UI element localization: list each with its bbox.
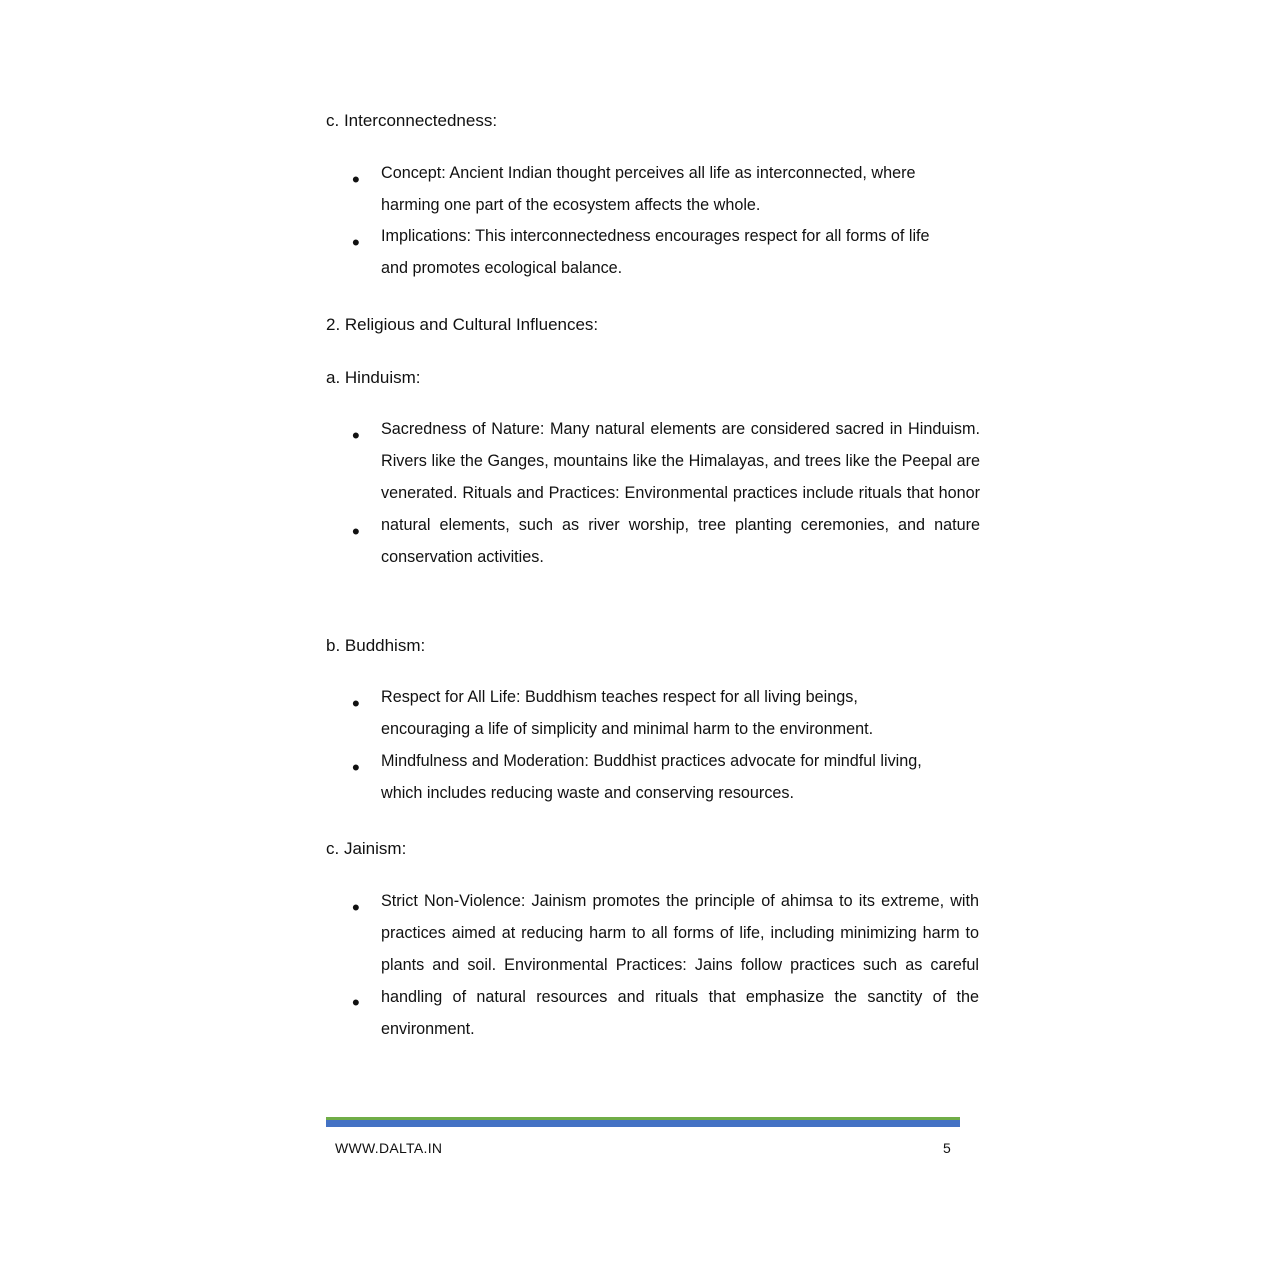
jainism-paragraph: Strict Non-Violence: Jainism promotes the principle of ahimsa to its extreme, with practices aimed at reducing harm to all forms of life, including minimizing harm to plants and soil. Environmental Practices: Jains follow practices such as careful handling of natural resources and rituals that emphasize the sanctity of the environment. <box>381 892 979 1038</box>
bullet-icon: • <box>352 755 360 780</box>
list-item: Respect for All Life: Buddhism teaches respect for all living beings, encouraging a life of simplicity and minimal harm to the environment. <box>381 688 874 738</box>
bullet-icon: • <box>352 519 360 544</box>
footer-rule-blue <box>326 1120 960 1127</box>
section-heading-buddhism: b. Buddhism: <box>326 636 426 655</box>
page-number: 5 <box>943 1140 952 1156</box>
section-heading-interconnectedness: c. Interconnectedness: <box>326 111 498 130</box>
bullet-icon: • <box>352 167 360 192</box>
bullet-icon: • <box>352 895 360 920</box>
list-item: Implications: This interconnectedness encourages respect for all forms of life and promotes ecological balance. <box>381 227 930 277</box>
section-heading-religious-cultural: 2. Religious and Cultural Influences: <box>326 315 599 334</box>
bullet-icon: • <box>352 691 360 716</box>
footer-website: WWW.DALTA.IN <box>335 1140 443 1156</box>
bullet-icon: • <box>352 423 360 448</box>
section-heading-hinduism: a. Hinduism: <box>326 368 421 387</box>
list-item: Mindfulness and Moderation: Buddhist practices advocate for mindful living, which includes reducing waste and conserving resources. <box>381 752 922 802</box>
bullet-icon: • <box>352 230 360 255</box>
section-heading-jainism: c. Jainism: <box>326 839 407 858</box>
hinduism-paragraph: Sacredness of Nature: Many natural elements are considered sacred in Hinduism. Rivers like the Ganges, mountains like the Himalayas, and trees like the Peepal are venerated. Rituals and Practices: Environmental practices include rituals that honor natural elements, such as river worship, tree planting ceremonies, and nature conservation activities. <box>381 420 980 566</box>
list-item: Concept: Ancient Indian thought perceives all life as interconnected, where harming one part of the ecosystem affects the whole. <box>381 164 916 214</box>
bullet-icon: • <box>352 990 360 1015</box>
